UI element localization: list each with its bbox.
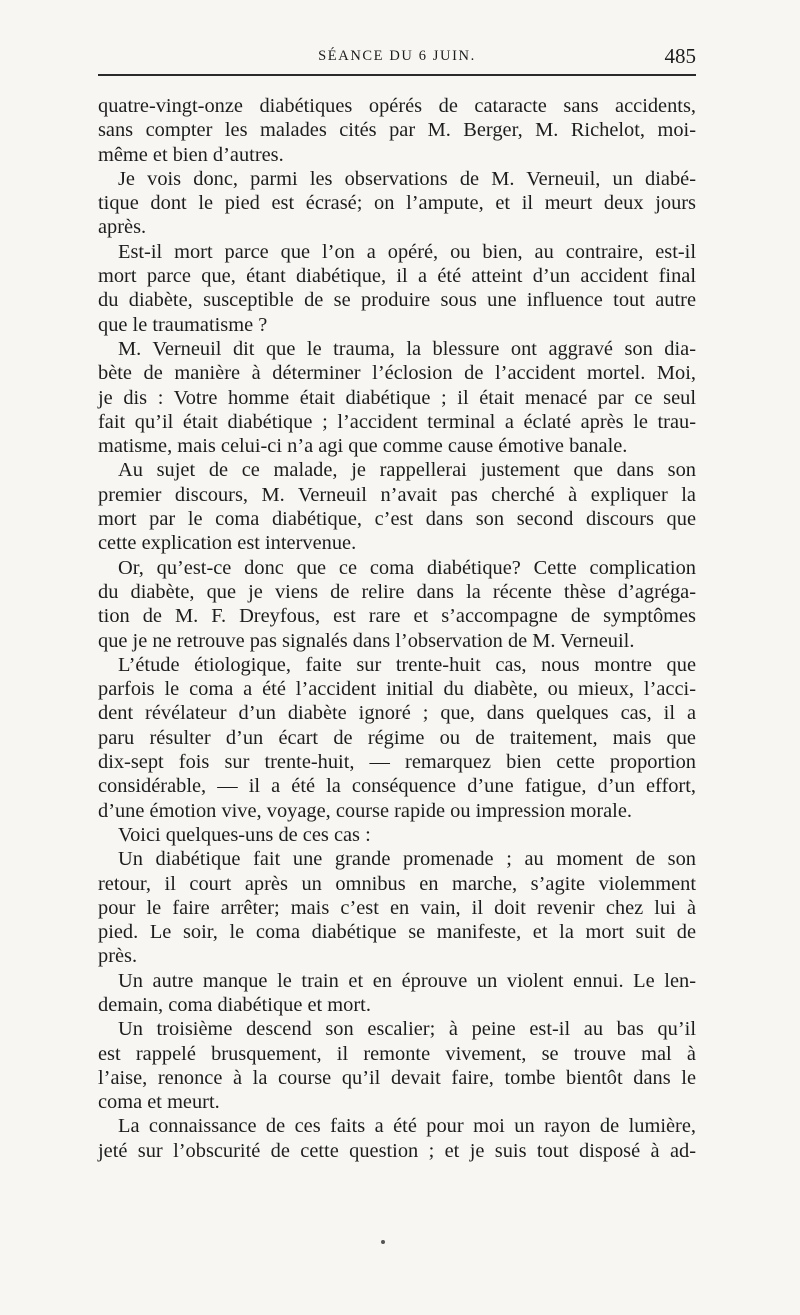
text-line: je dis : Votre homme était diabétique ; il était menacé par ce seul: [98, 386, 696, 409]
header-rule: [98, 74, 696, 76]
text-line: est rappelé brusquement, il remonte vivement, se trouve mal à: [98, 1042, 696, 1065]
text-line: Voici quelques-uns de ces cas :: [118, 823, 371, 846]
text-line: M. Verneuil dit que le trauma, la blessure ont aggravé son dia-: [118, 337, 696, 360]
text-line: paru résulter d’un écart de régime ou de traitement, mais que: [98, 726, 696, 749]
text-line: même et bien d’autres.: [98, 143, 284, 166]
page-number: 485: [664, 44, 696, 68]
text-line: dent révélateur d’un diabète ignoré ; que, dans quelques cas, il a: [98, 702, 696, 725]
text-line: cette explication est intervenue.: [98, 532, 357, 555]
text-line: mort par le coma diabétique, c’est dans son second discours que: [98, 508, 696, 531]
text-line: retour, il court après un omnibus en marche, s’agite violemment: [98, 872, 696, 895]
text-line: demain, coma diabétique et mort.: [98, 993, 371, 1016]
text-line: dix-sept fois sur trente-huit, — remarquez bien cette proportion: [98, 751, 696, 774]
text-line: tion de M. F. Dreyfous, est rare et s’accompagne de symptômes: [98, 605, 696, 628]
text-line: matisme, mais celui-ci n’a agi que comme cause émotive banale.: [98, 435, 628, 458]
text-line: près.: [98, 945, 138, 968]
running-title: SÉANCE DU 6 JUIN.: [318, 48, 476, 64]
running-head: [98, 44, 696, 70]
text-line: mort parce que, étant diabétique, il a été atteint d’un accident final: [98, 265, 696, 288]
text-line: considérable, — il a été la conséquence d’une fatigue, d’un effort,: [98, 775, 696, 798]
text-line: du diabète, que je viens de relire dans la récente thèse d’agréga-: [98, 580, 696, 603]
text-line: d’une émotion vive, voyage, course rapide ou impression morale.: [98, 799, 632, 822]
text-line: l’aise, renonce à la course qu’il devait faire, tombe bientôt dans le: [98, 1066, 696, 1089]
text-line: premier discours, M. Verneuil n’avait pas cherché à expliquer la: [98, 483, 696, 506]
text-line: bète de manière à déterminer l’éclosion de l’accident mortel. Moi,: [98, 362, 696, 385]
text-line: Or, qu’est-ce donc que ce coma diabétique? Cette complication: [118, 556, 696, 579]
text-line: Au sujet de ce malade, je rappellerai justement que dans son: [118, 459, 696, 482]
text-line: La connaissance de ces faits a été pour moi un rayon de lumière,: [118, 1115, 696, 1138]
text-line: pour le faire arrêter; mais c’est en vain, il doit revenir chez lui à: [98, 896, 696, 919]
text-line: Un diabétique fait une grande promenade ; au moment de son: [118, 848, 696, 871]
text-line: du diabète, susceptible de se produire sous une influence tout autre: [98, 289, 696, 312]
text-line: L’étude étiologique, faite sur trente-huit cas, nous montre que: [118, 653, 696, 676]
text-line: Un troisième descend son escalier; à peine est-il au bas qu’il: [118, 1018, 696, 1041]
text-line: pied. Le soir, le coma diabétique se manifeste, et la mort suit de: [98, 921, 696, 944]
text-line: tique dont le pied est écrasé; on l’ampute, et il meurt deux jours: [98, 192, 696, 215]
text-line: Je vois donc, parmi les observations de M. Verneuil, un diabé-: [118, 167, 696, 190]
text-line: jeté sur l’obscurité de cette question ; et je suis tout disposé à ad-: [98, 1139, 696, 1162]
text-line: que le traumatisme ?: [98, 313, 268, 336]
text-line: sans compter les malades cités par M. Berger, M. Richelot, moi-: [98, 119, 696, 142]
text-line: Un autre manque le train et en éprouve un violent ennui. Le len-: [118, 969, 696, 992]
text-line: fait qu’il était diabétique ; l’accident terminal a éclaté après le trau-: [98, 410, 696, 433]
body-text: [98, 94, 696, 1163]
text-line: après.: [98, 216, 147, 239]
text-line: quatre-vingt-onze diabétiques opérés de cataracte sans accidents,: [98, 95, 696, 117]
text-line: Est-il mort parce que l’on a opéré, ou bien, au contraire, est-il: [118, 240, 696, 263]
text-line: que je ne retrouve pas signalés dans l’observation de M. Verneuil.: [98, 629, 635, 652]
text-line: coma et meurt.: [98, 1091, 220, 1114]
text-line: parfois le coma a été l’accident initial du diabète, ou mieux, l’acci-: [98, 678, 696, 701]
paper-speck: [381, 1240, 385, 1244]
